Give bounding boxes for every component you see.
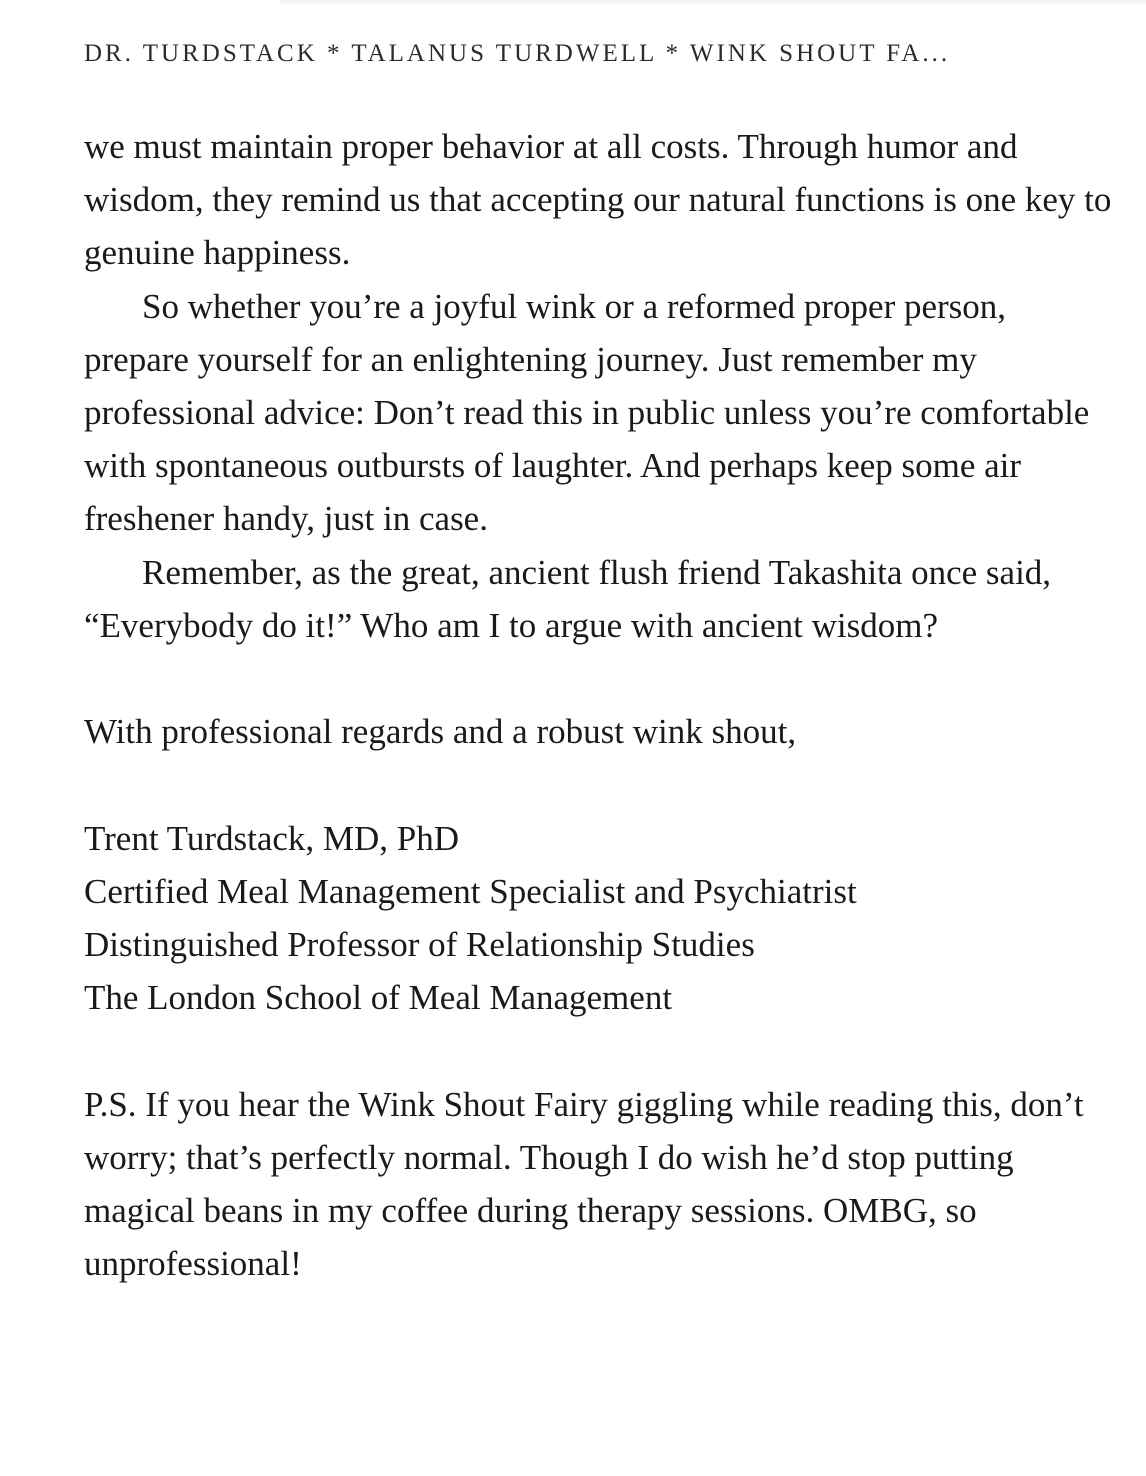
signature-title-1: Certified Meal Management Specialist and Psychiatrist — [84, 871, 857, 911]
paragraph-2: So whether you’re a joyful wink or a reformed proper person, prepare yourself for an enlightening journey. Just remember my professional advice: Don’t read this in public unless you’re comfortable with spontaneous outbursts of laughter. And perhaps keep some air freshener handy, just in case. — [84, 286, 1090, 539]
top-edge-shadow — [280, 0, 1146, 6]
signature-institution: The London School of Meal Management — [84, 978, 673, 1018]
spacer — [84, 652, 1114, 705]
paragraph-3: Remember, as the great, ancient flush friend Takashita once said, “Everybody do it!” Who am I to argue with ancient wisdom? — [84, 552, 1052, 645]
spacer — [84, 1024, 1114, 1077]
signature-title-2: Distinguished Professor of Relationship Studies — [84, 925, 755, 965]
page-body — [84, 120, 1114, 1290]
signature-name: Trent Turdstack, MD, PhD — [84, 818, 460, 858]
spacer — [84, 758, 1114, 811]
closing-line: With professional regards and a robust wink shout, — [84, 712, 797, 752]
postscript: P.S. If you hear the Wink Shout Fairy giggling while reading this, don’t worry; that’s perfectly normal. Though I do wish he’d stop putting magical beans in my coffee during therapy sessions. OMBG, so unprofessional! — [84, 1084, 1084, 1284]
paragraph-1: we must maintain proper behavior at all costs. Through humor and wisdom, they remind us that accepting our natural functions is one key to genuine happiness. — [84, 127, 1112, 273]
running-header: DR. TURDSTACK * TALANUS TURDWELL * WINK SHOUT FA... — [84, 40, 951, 67]
